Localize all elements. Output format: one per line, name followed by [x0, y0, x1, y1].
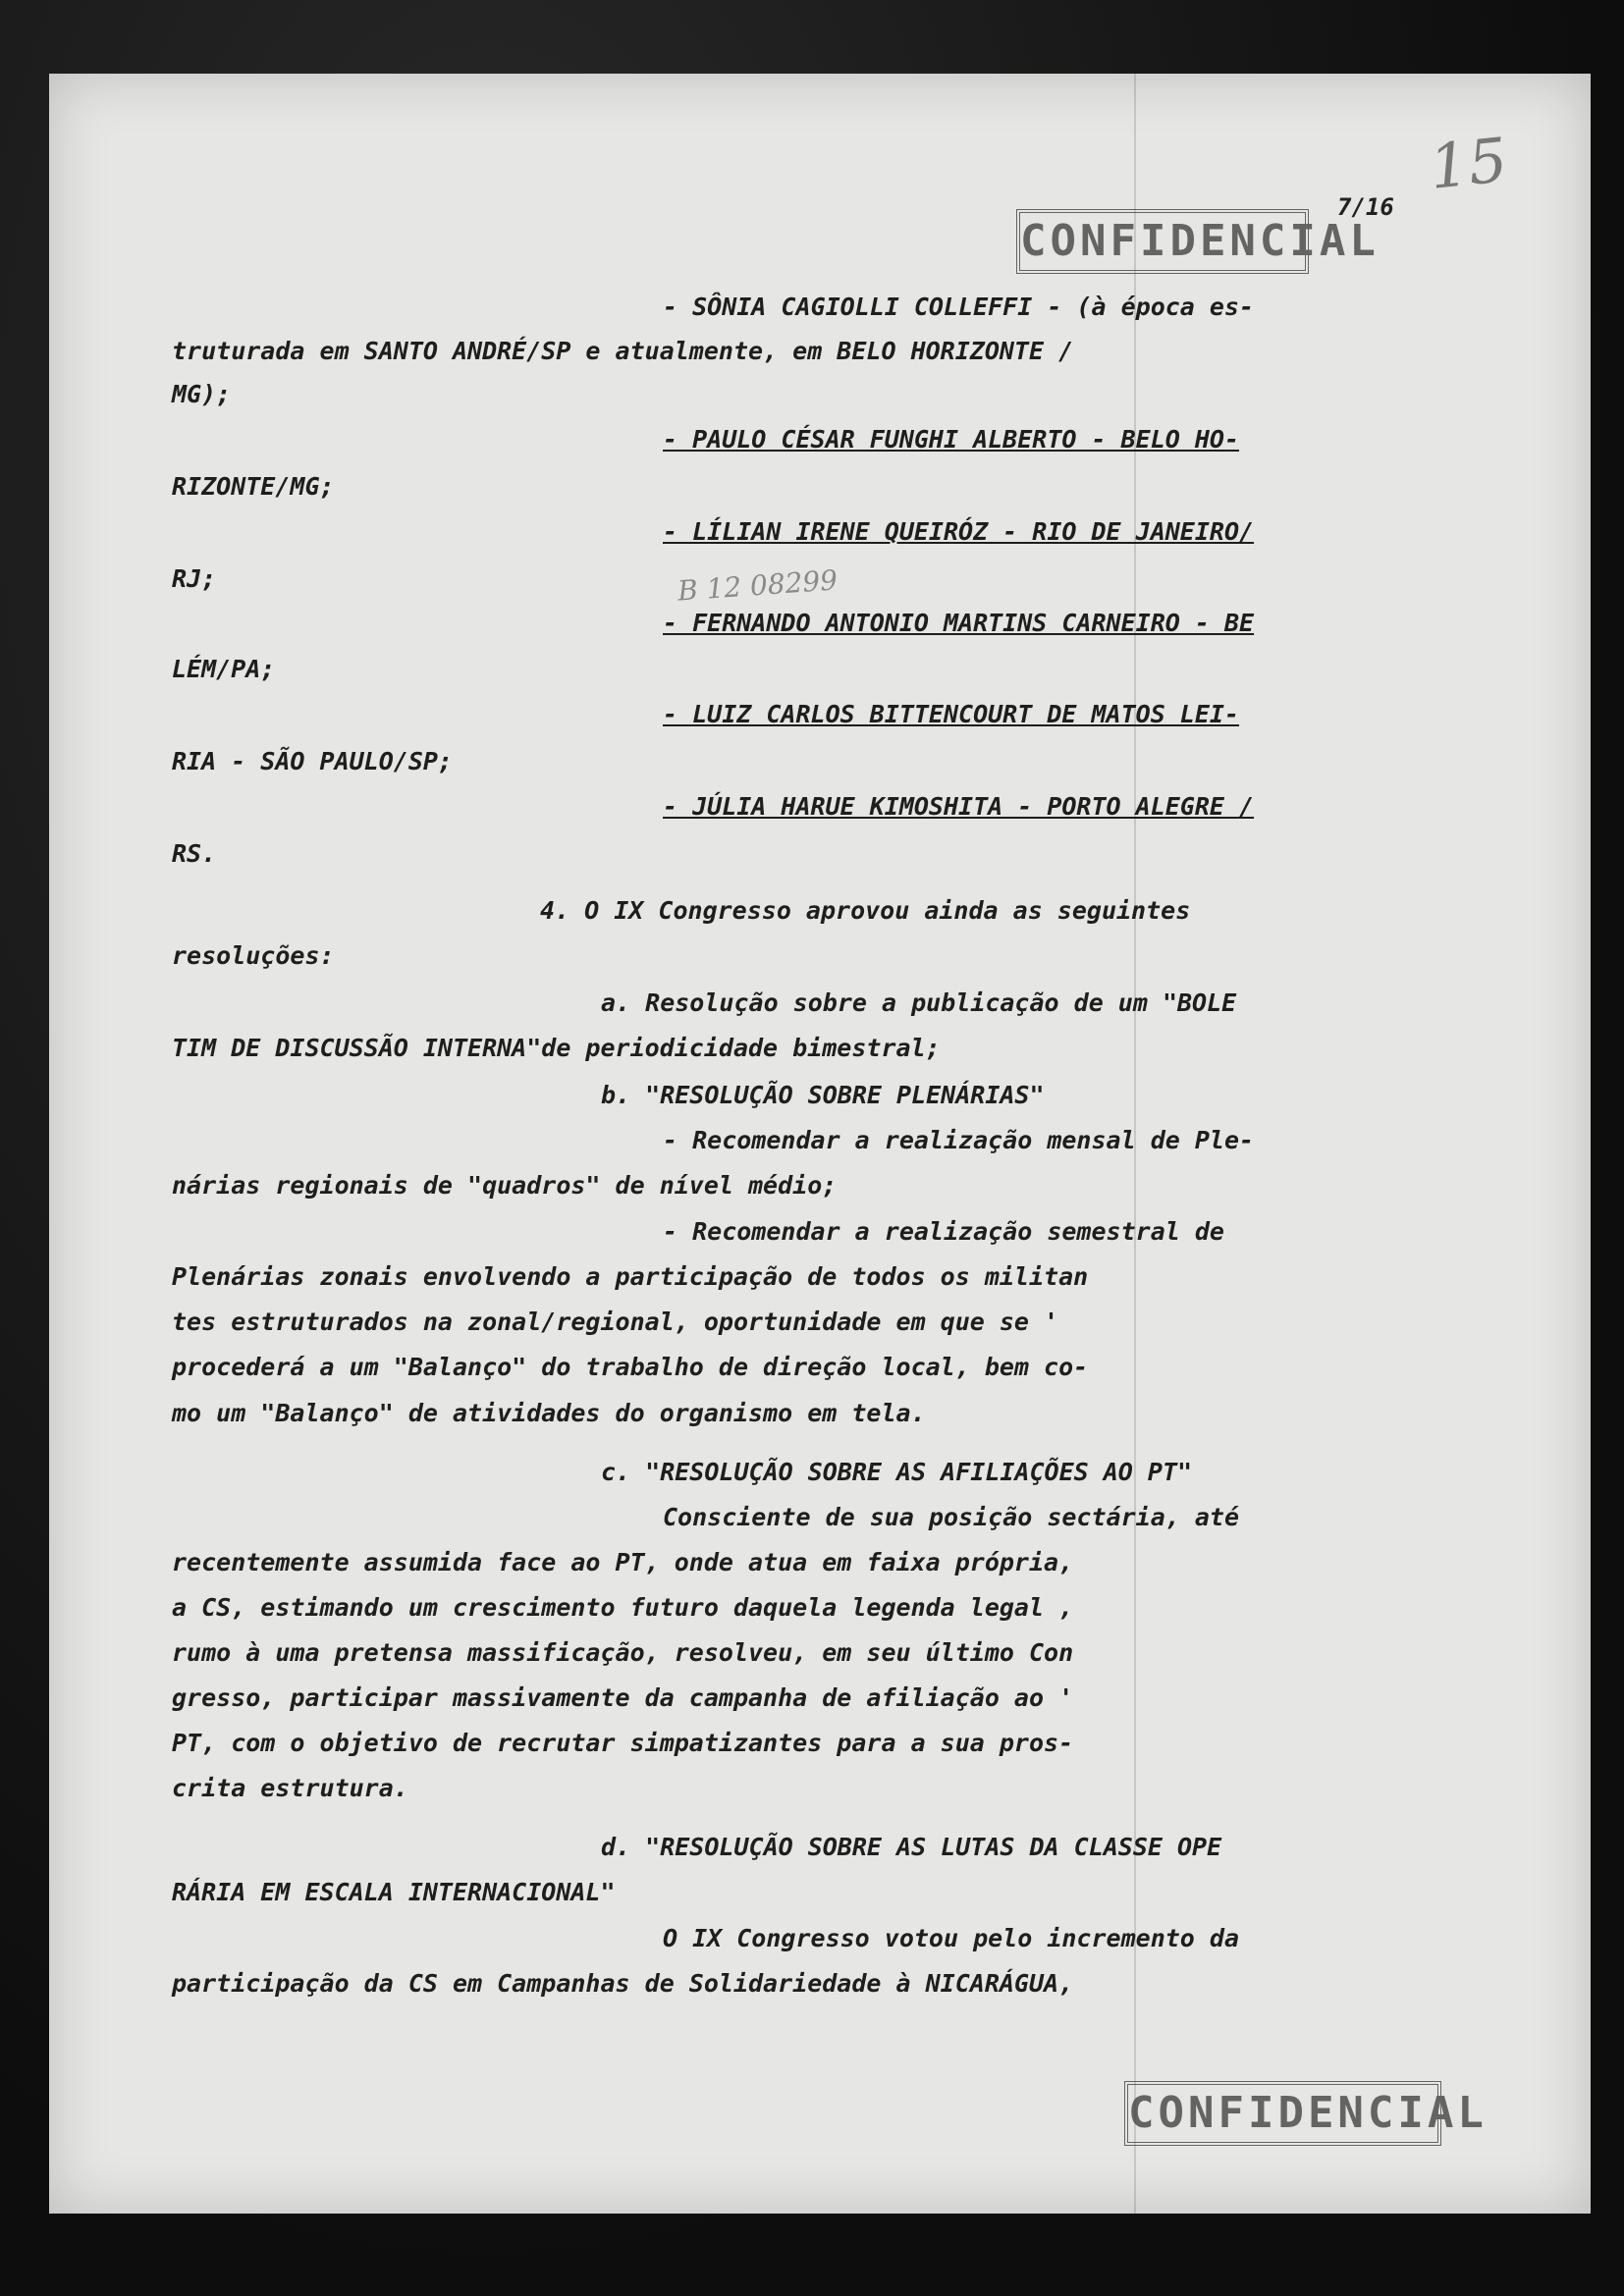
- doc-line: Plenárias zonais envolvendo a participação de todos os militan: [172, 1262, 1089, 1291]
- handwritten-note: B 12 08299: [677, 563, 839, 608]
- confidential-stamp-top: CONFIDENCIAL: [1016, 209, 1309, 274]
- doc-line: - LÍLIAN IRENE QUEIRÓZ - RIO DE JANEIRO/: [663, 517, 1255, 546]
- doc-line: mo um "Balanço" de atividades do organismo em tela.: [172, 1399, 926, 1427]
- doc-line: Consciente de sua posição sectária, até: [663, 1503, 1239, 1531]
- doc-line: TIM DE DISCUSSÃO INTERNA"de periodicidade bimestral;: [172, 1034, 941, 1062]
- doc-line: - JÚLIA HARUE KIMOSHITA - PORTO ALEGRE /: [663, 792, 1255, 821]
- doc-line: - SÔNIA CAGIOLLI COLLEFFI - (à época es-: [663, 293, 1255, 321]
- doc-line: 4. O IX Congresso aprovou ainda as seguintes: [540, 896, 1191, 925]
- doc-line: recentemente assumida face ao PT, onde atua em faixa própria,: [172, 1548, 1074, 1576]
- doc-line: truturada em SANTO ANDRÉ/SP e atualmente, em BELO HORIZONTE /: [172, 337, 1074, 365]
- doc-line: c. "RESOLUÇÃO SOBRE AS AFILIAÇÕES AO PT": [601, 1458, 1193, 1486]
- doc-line: - PAULO CÉSAR FUNGHI ALBERTO - BELO HO-: [663, 425, 1239, 454]
- doc-line: rumo à uma pretensa massificação, resolveu, em seu último Con: [172, 1638, 1074, 1667]
- doc-line: - FERNANDO ANTONIO MARTINS CARNEIRO - BE: [663, 609, 1255, 637]
- doc-line: LÉM/PA;: [172, 655, 276, 683]
- doc-line: b. "RESOLUÇÃO SOBRE PLENÁRIAS": [601, 1081, 1045, 1109]
- doc-line: tes estruturados na zonal/regional, oportunidade em que se ': [172, 1308, 1059, 1336]
- doc-line: - Recomendar a realização mensal de Ple-: [663, 1126, 1255, 1154]
- doc-line: MG);: [172, 380, 232, 408]
- doc-line: participação da CS em Campanhas de Solidariedade à NICARÁGUA,: [172, 1969, 1074, 1998]
- doc-line: resoluções:: [172, 941, 335, 970]
- doc-line: - LUIZ CARLOS BITTENCOURT DE MATOS LEI-: [663, 700, 1239, 728]
- doc-line: a CS, estimando um crescimento futuro daquela legenda legal ,: [172, 1593, 1074, 1622]
- confidential-stamp-bottom: CONFIDENCIAL: [1124, 2081, 1441, 2146]
- doc-line: PT, com o objetivo de recrutar simpatizantes para a sua pros-: [172, 1729, 1074, 1757]
- doc-line: nárias regionais de "quadros" de nível médio;: [172, 1171, 838, 1200]
- page-number: 7/16: [1337, 193, 1394, 221]
- document-page: [49, 74, 1591, 2214]
- doc-line: RJ;: [172, 564, 217, 593]
- doc-line: O IX Congresso votou pelo incremento da: [663, 1924, 1239, 1952]
- doc-line: d. "RESOLUÇÃO SOBRE AS LUTAS DA CLASSE OPE: [601, 1833, 1222, 1861]
- doc-line: RIZONTE/MG;: [172, 472, 335, 501]
- doc-line: crita estrutura.: [172, 1774, 408, 1802]
- doc-line: - Recomendar a realização semestral de: [663, 1217, 1224, 1246]
- doc-line: procederá a um "Balanço" do trabalho de direção local, bem co-: [172, 1353, 1089, 1381]
- handwritten-page-number: 15: [1426, 124, 1511, 203]
- doc-line: RÁRIA EM ESCALA INTERNACIONAL": [172, 1878, 616, 1906]
- doc-line: RS.: [172, 839, 217, 868]
- doc-line: RIA - SÃO PAULO/SP;: [172, 747, 453, 775]
- doc-line: a. Resolução sobre a publicação de um "BOLE: [601, 988, 1237, 1017]
- doc-line: gresso, participar massivamente da campanha de afiliação ao ': [172, 1683, 1074, 1712]
